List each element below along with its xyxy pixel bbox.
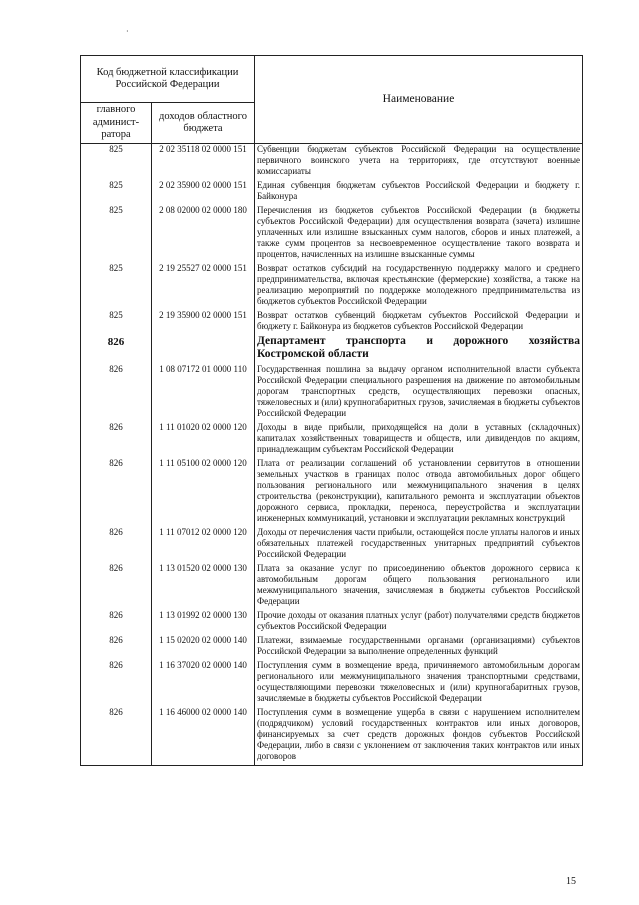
revenue-code-cell: 2 19 25527 02 0000 151 — [152, 263, 255, 310]
admin-code-cell: 825 — [81, 310, 152, 335]
table-row — [81, 563, 583, 610]
revenue-code-cell — [152, 335, 255, 364]
name-cell: Поступления сумм в возмещение ущерба в связи с нарушением исполнителем (подрядчиком) условий государственных контрактов или иных договоров, финансируемых за счет средств дорожных фондов субъектов Российской Федерации, либо в связи с уклонением от заключения таких контрактов или иных договоров — [255, 707, 583, 766]
stray-mark: · — [126, 27, 129, 36]
table-row — [81, 422, 583, 458]
budget-classification-table — [80, 55, 583, 766]
name-cell: Государственная пошлина за выдачу органом исполнительной власти субъекта Российской Федерации специального разрешения на движение по автомобильным дорогам транспортных средств, осуществляющих перевозки опасных, тяжеловесных и (или) крупногабаритных грузов, зачисляемая в бюджеты субъектов Российской Федерации — [255, 364, 583, 422]
table-row — [81, 610, 583, 635]
admin-code-cell: 826 — [81, 707, 152, 766]
name-cell: Департамент транспорта и дорожного хозяйства Костромской области — [255, 335, 583, 364]
name-cell: Перечисления из бюджетов субъектов Российской Федерации (в бюджеты субъектов Российской Федерации) для осуществления возврата (зачета) излишне уплаченных или излишне взысканных сумм налогов, сборов и иных платежей, а также сумм процентов за несвоевременное осуществление такого возврата и процентов, начисленных на излишне взысканные суммы — [255, 205, 583, 263]
revenue-code-cell: 1 15 02020 02 0000 140 — [152, 635, 255, 660]
name-cell: Доходы в виде прибыли, приходящейся на доли в уставных (складочных) капиталах хозяйственных товариществ и обществ, или дивидендов по акциям, принадлежащим субъектам Российской Федерации — [255, 422, 583, 458]
admin-code-cell: 826 — [81, 458, 152, 527]
admin-code-cell: 826 — [81, 364, 152, 422]
admin-code-cell: 826 — [81, 660, 152, 707]
name-cell: Плата за оказание услуг по присоединению объектов дорожного сервиса к автомобильным дорогам общего пользования регионального или межмуниципального значения, зачисляемая в бюджеты субъектов Российской Федерации — [255, 563, 583, 610]
name-cell: Доходы от перечисления части прибыли, остающейся после уплаты налогов и иных обязательных платежей государственных унитарных предприятий субъектов Российской Федерации — [255, 527, 583, 563]
admin-code-cell: 825 — [81, 263, 152, 310]
revenue-code-cell: 1 13 01520 02 0000 130 — [152, 563, 255, 610]
table-row — [81, 263, 583, 310]
table-row — [81, 364, 583, 422]
page-number: 15 — [566, 876, 576, 887]
admin-code-cell: 825 — [81, 180, 152, 205]
revenue-code-cell: 1 11 05100 02 0000 120 — [152, 458, 255, 527]
name-cell: Платежи, взимаемые государственными органами (организациями) субъектов Российской Федерации за выполнение определенных функций — [255, 635, 583, 660]
admin-code-cell: 826 — [81, 610, 152, 635]
admin-code-cell: 826 — [81, 563, 152, 610]
admin-code-cell: 826 — [81, 335, 152, 364]
table-body — [81, 144, 583, 766]
name-cell: Прочие доходы от оказания платных услуг (работ) получателями средств бюджетов субъектов Российской Федерации — [255, 610, 583, 635]
admin-code-cell: 825 — [81, 144, 152, 181]
revenue-code-cell: 1 08 07172 01 0000 110 — [152, 364, 255, 422]
table-row — [81, 180, 583, 205]
admin-code-cell: 825 — [81, 205, 152, 263]
table-row — [81, 635, 583, 660]
admin-code-cell: 826 — [81, 527, 152, 563]
header-group: Код бюджетной классификации Российской Федерации — [81, 56, 255, 103]
table-row — [81, 458, 583, 527]
revenue-code-cell: 2 08 02000 02 0000 180 — [152, 205, 255, 263]
revenue-code-cell: 1 13 01992 02 0000 130 — [152, 610, 255, 635]
revenue-code-cell: 1 16 37020 02 0000 140 — [152, 660, 255, 707]
name-cell: Поступления сумм в возмещение вреда, причиняемого автомобильным дорогам регионального или межмуниципального значения транспортными средствами, осуществляющими перевозки тяжеловесных и (или) крупногабаритных грузов, зачисляемые в бюджеты субъектов Российской Федерации — [255, 660, 583, 707]
admin-code-cell: 826 — [81, 422, 152, 458]
table-row — [81, 707, 583, 766]
header-name: Наименование — [255, 56, 583, 144]
name-cell: Возврат остатков субвенций бюджетам субъектов Российской Федерации и бюджету г. Байконура из бюджетов субъектов Российской Федерации — [255, 310, 583, 335]
revenue-code-cell: 2 19 35900 02 0000 151 — [152, 310, 255, 335]
table-row — [81, 144, 583, 181]
revenue-code-cell: 2 02 35900 02 0000 151 — [152, 180, 255, 205]
table-row — [81, 527, 583, 563]
header-admin: главного админист-ратора — [81, 103, 152, 144]
name-cell: Субвенции бюджетам субъектов Российской Федерации на осуществление первичного воинского учета на территориях, где отсутствуют военные комиссариаты — [255, 144, 583, 181]
revenue-code-cell: 1 11 01020 02 0000 120 — [152, 422, 255, 458]
table-row — [81, 310, 583, 335]
name-cell: Возврат остатков субсидий на государственную поддержку малого и среднего предпринимательства, включая крестьянские (фермерские) хозяйства, а также на реализацию мероприятий по поддержке молодежного предпринимательства из бюджетов субъектов Российской Федерации — [255, 263, 583, 310]
department-row — [81, 335, 583, 364]
revenue-code-cell: 2 02 35118 02 0000 151 — [152, 144, 255, 181]
name-cell: Единая субвенция бюджетам субъектов Российской Федерации и бюджету г. Байконура — [255, 180, 583, 205]
admin-code-cell: 826 — [81, 635, 152, 660]
revenue-code-cell: 1 16 46000 02 0000 140 — [152, 707, 255, 766]
table-row — [81, 660, 583, 707]
revenue-code-cell: 1 11 07012 02 0000 120 — [152, 527, 255, 563]
table-row — [81, 205, 583, 263]
header-revenue: доходов областного бюджета — [152, 103, 255, 144]
name-cell: Плата от реализации соглашений об установлении сервитутов в отношении земельных участков в границах полос отвода автомобильных дорог общего пользования регионального или межмуниципального значения в целях строительства (реконструкции), капитального ремонта и эксплуатации объектов дорожного сервиса, прокладки, переноса, переустройства и эксплуатации инженерных коммуникаций, установки и эксплуатации рекламных конструкций — [255, 458, 583, 527]
